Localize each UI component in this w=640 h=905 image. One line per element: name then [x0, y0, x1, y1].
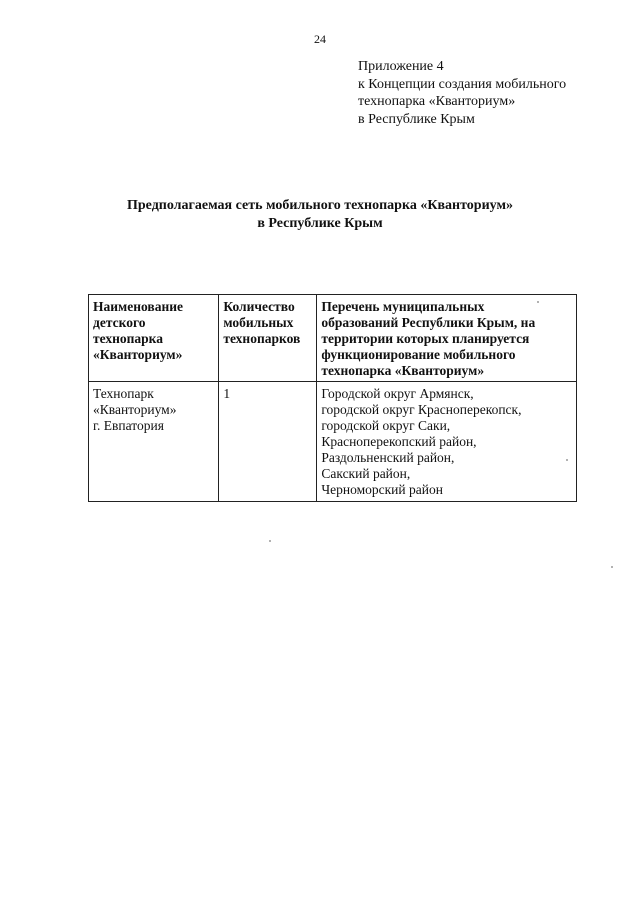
header-list-line: образований Республики Крым, на — [321, 315, 536, 330]
municipality-line: Городской округ Армянск, — [321, 386, 474, 401]
title-line: в Республике Крым — [257, 216, 383, 231]
header-name — [89, 295, 219, 382]
header-count-line: технопарков — [223, 331, 301, 346]
header-list-line: Перечень муниципальных — [321, 299, 485, 314]
header-name-line: «Кванториум» — [93, 347, 183, 362]
cell-mobile-count: 1 — [219, 382, 317, 502]
annex-line: технопарка «Кванториум» — [358, 94, 516, 109]
header-list-line: функционирование мобильного — [321, 347, 516, 362]
title-line: Предполагаемая сеть мобильного технопарка «Кванториум» — [127, 198, 513, 213]
municipality-line: городской округ Красноперекопск, — [321, 402, 522, 417]
cell-municipalities — [317, 382, 577, 502]
header-list-line: технопарка «Кванториум» — [321, 363, 485, 378]
municipality-line: Сакский район, — [321, 466, 411, 481]
page-number: 24 — [314, 32, 326, 46]
technopark-name-line: «Кванториум» — [93, 402, 177, 417]
annex-line: в Республике Крым — [358, 111, 475, 127]
technopark-name-line: Технопарк — [93, 386, 154, 401]
header-name-line: Наименование — [93, 299, 183, 314]
header-count-line: Количество — [223, 299, 295, 314]
header-count — [219, 295, 317, 382]
header-name-line: детского — [93, 315, 146, 330]
annex-line: Приложение 4 — [358, 59, 444, 74]
municipality-line: Черноморский район — [321, 482, 443, 497]
table-header-row — [89, 295, 577, 382]
annex-line: к Концепции создания мобильного — [358, 76, 567, 92]
document-title — [0, 197, 640, 233]
technopark-network-table — [88, 294, 577, 502]
scan-speck — [566, 459, 568, 461]
scan-speck — [611, 566, 613, 568]
header-list — [317, 295, 577, 382]
header-name-line: технопарка — [93, 331, 163, 346]
scan-speck — [537, 301, 539, 303]
technopark-name-line: г. Евпатория — [93, 418, 164, 433]
scan-speck — [269, 540, 271, 542]
annex-reference — [358, 58, 566, 128]
header-count-line: мобильных — [223, 315, 294, 330]
municipality-line: Раздольненский район, — [321, 450, 455, 465]
municipality-line: городской округ Саки, — [321, 418, 451, 433]
cell-technopark-name — [89, 382, 219, 502]
table-row — [89, 382, 577, 502]
municipality-line: Красноперекопский район, — [321, 434, 477, 449]
header-list-line: территории которых планируется — [321, 331, 530, 346]
